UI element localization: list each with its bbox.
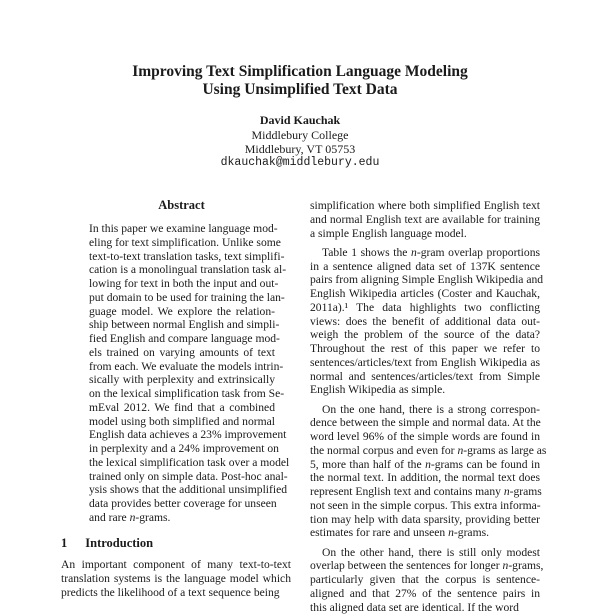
text-line: in a sentence aligned data set of 137K sentence	[310, 260, 540, 274]
text-line: predicts the likelihood of a text sequence being	[61, 586, 291, 600]
author-name: David Kauchak	[0, 113, 600, 128]
text-line: trained only on simple data. Post-hoc anal-	[89, 470, 275, 484]
text-line: the normal text. In addition, the normal text does	[310, 471, 540, 485]
text-line: weigh the problem of the source of the data?	[310, 328, 540, 342]
text-line: An important component of many text-to-text	[61, 558, 291, 572]
text-line: cation is a monolingual translation task al-	[89, 263, 275, 277]
text-line: a simple English language model.	[310, 227, 540, 241]
section-number: 1	[61, 536, 67, 550]
text-line: 5, more than half of the n-grams can be found in	[310, 458, 540, 472]
section-heading-introduction	[61, 536, 153, 551]
text-line: English Wikipedia articles (Coster and Kauchak,	[310, 287, 540, 301]
text-line: 2011a).¹ The data highlights two conflicting	[310, 301, 540, 315]
paragraph	[310, 403, 540, 541]
text-line: and rare n-grams.	[89, 511, 275, 525]
paragraph	[310, 199, 540, 240]
text-line: particularly given that the corpus is sentence-	[310, 573, 540, 587]
text-line: on the lexical simplification task from Se-	[89, 387, 275, 401]
author-address: Middlebury, VT 05753	[0, 142, 600, 157]
text-line: model using both simplified and normal	[89, 415, 275, 429]
text-line: eling for text simplification. Unlike some	[89, 236, 275, 250]
text-line: simplification where both simplified English text	[310, 199, 540, 213]
text-line: translation systems is the language model which	[61, 572, 291, 586]
text-line: On the one hand, there is a strong correspon-	[310, 403, 540, 417]
text-line: and normal English text are available for training	[310, 213, 540, 227]
author-email: dkauchak@middlebury.edu	[0, 156, 600, 169]
text-line: English data achieves a 23% improvement	[89, 428, 275, 442]
text-line: sically with perplexity and extrinsically	[89, 373, 275, 387]
text-line: Table 1 shows the n-gram overlap proportions	[310, 246, 540, 260]
paragraph	[310, 546, 540, 614]
text-line: aligned and that 27% of the sentence pairs in	[310, 587, 540, 601]
text-line: put domain to be used for training the lan-	[89, 291, 275, 305]
text-line: English Wikipedia as simple.	[310, 383, 540, 397]
author-affiliation: Middlebury College	[0, 128, 600, 143]
text-line: On the other hand, there is still only modest	[310, 546, 540, 560]
text-line: mEval 2012. We find that a combined	[89, 401, 275, 415]
text-line: from each. We evaluate the models intrin-	[89, 360, 275, 374]
text-line: represent English text and contains many n-grams	[310, 485, 540, 499]
text-line: this aligned data set are identical. If the word	[310, 601, 540, 614]
text-line: estimates for rare and unseen n-grams.	[310, 526, 540, 540]
paper-title-line-1: Improving Text Simplification Language Modeling	[0, 63, 600, 81]
text-line: the normal corpus and even for n-grams as large as	[310, 444, 540, 458]
text-line: ship between normal English and simpli-	[89, 318, 275, 332]
section-title: Introduction	[85, 536, 153, 550]
text-line: fied English and compare language mod-	[89, 332, 275, 346]
text-line: In this paper we examine language mod-	[89, 222, 275, 236]
text-line: els trained on varying amounts of text	[89, 346, 275, 360]
text-line: Throughout the rest of this paper we refer to	[310, 342, 540, 356]
text-line: overlap between the sentences for longer n-grams,	[310, 559, 540, 573]
text-line: data provides better coverage for unseen	[89, 497, 275, 511]
text-line: views: does the benefit of additional data out-	[310, 315, 540, 329]
text-line: ysis shows that the additional unsimplified	[89, 483, 275, 497]
text-line: dence between the simple and normal data. At the	[310, 416, 540, 430]
paper-title-line-2: Using Unsimplified Text Data	[0, 81, 600, 99]
text-line: lowing for text in both the input and out-	[89, 277, 275, 291]
paragraph	[310, 246, 540, 397]
text-line: sentences/articles/text from English Wikipedia as	[310, 356, 540, 370]
text-line: normal and sentences/articles/text from Simple	[310, 370, 540, 384]
text-line: in perplexity and a 24% improvement on	[89, 442, 275, 456]
text-line: pairs from aligning Simple English Wikipedia and	[310, 273, 540, 287]
abstract-body	[89, 222, 275, 525]
text-line: the lexical simplification task over a model	[89, 456, 275, 470]
text-line: not seen in the simple corpus. This extra informa-	[310, 499, 540, 513]
text-line: tion may help with data sparsity, providing better	[310, 513, 540, 527]
right-column-body	[310, 199, 540, 614]
text-line: guage model. We explore the relation-	[89, 305, 275, 319]
introduction-body	[61, 558, 291, 599]
abstract-heading: Abstract	[88, 198, 275, 213]
text-line: word level 96% of the simple words are found in	[310, 430, 540, 444]
text-line: text-to-text translation tasks, text simplifi-	[89, 250, 275, 264]
